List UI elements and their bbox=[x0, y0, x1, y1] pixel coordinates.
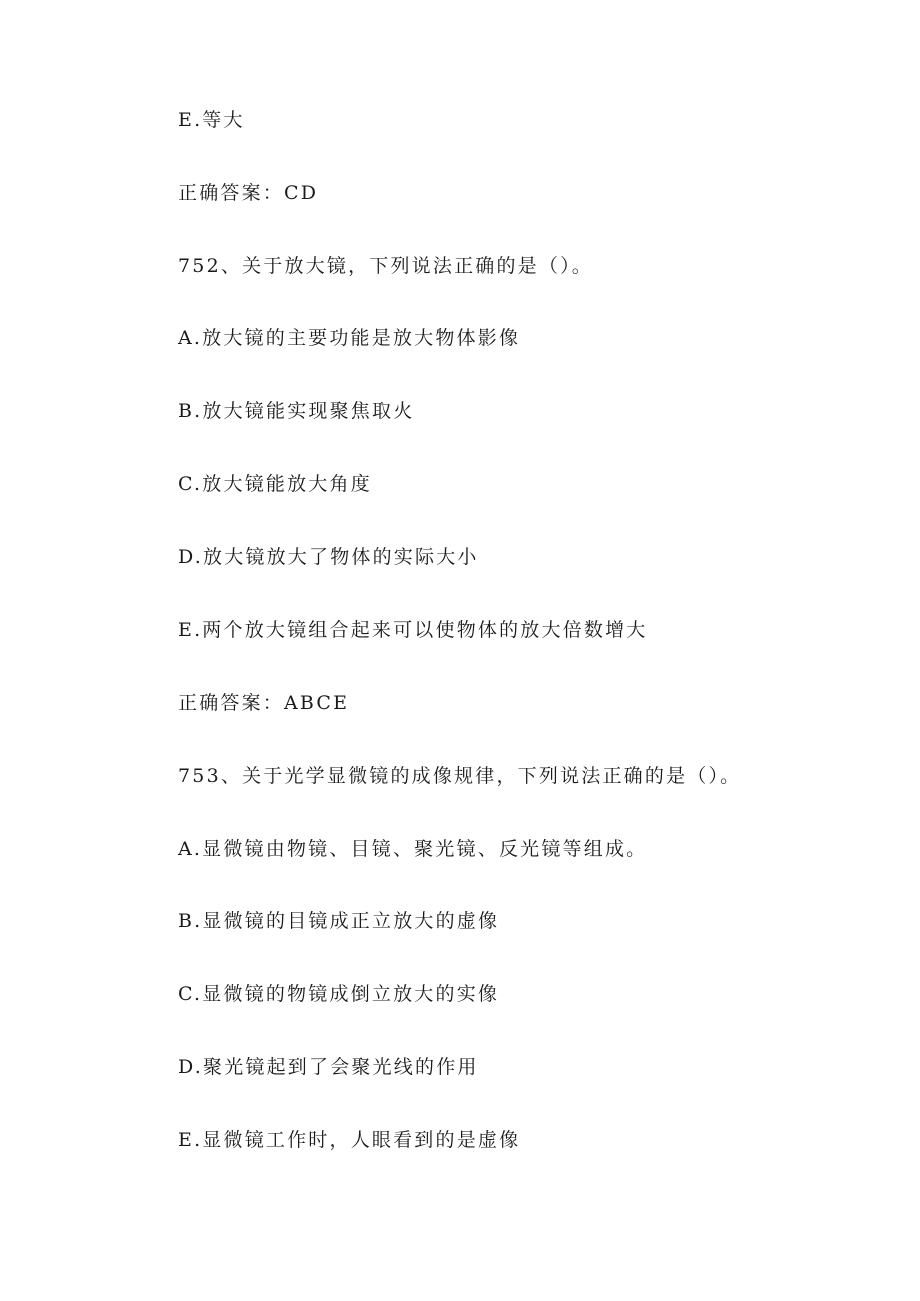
q753-option-d: D.聚光镜起到了会聚光线的作用 bbox=[178, 1056, 479, 1078]
q752-option-a: A.放大镜的主要功能是放大物体影像 bbox=[178, 327, 521, 349]
q752-option-b: B.放大镜能实现聚焦取火 bbox=[178, 400, 415, 422]
q752-option-d: D.放大镜放大了物体的实际大小 bbox=[178, 546, 479, 568]
q753-question: 753、关于光学显微镜的成像规律，下列说法正确的是（）。 bbox=[178, 765, 742, 787]
q753-option-c: C.显微镜的物镜成倒立放大的实像 bbox=[178, 983, 500, 1005]
q753-option-e: E.显微镜工作时，人眼看到的是虚像 bbox=[178, 1129, 521, 1151]
q753-option-a: A.显微镜由物镜、目镜、聚光镜、反光镜等组成。 bbox=[178, 838, 648, 860]
q751-option-e: E.等大 bbox=[178, 109, 245, 131]
q752-option-e: E.两个放大镜组合起来可以使物体的放大倍数增大 bbox=[178, 619, 648, 641]
q752-answer: 正确答案：ABCE bbox=[178, 692, 350, 714]
q751-answer: 正确答案：CD bbox=[178, 182, 319, 204]
q752-question: 752、关于放大镜，下列说法正确的是（）。 bbox=[178, 255, 593, 277]
q752-option-c: C.放大镜能放大角度 bbox=[178, 473, 372, 495]
q753-option-b: B.显微镜的目镜成正立放大的虚像 bbox=[178, 910, 500, 932]
